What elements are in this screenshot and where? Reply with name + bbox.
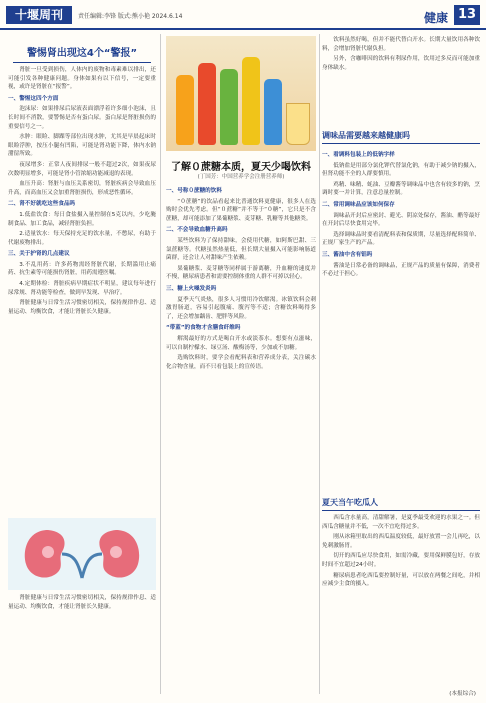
- paragraph: 夜尿增多：正常人夜间排尿一般不超过2次，如果夜尿次数明显增多，可能是肾小管浓缩功能减退的表现。: [8, 161, 156, 177]
- bottle-icon: [198, 63, 216, 145]
- paragraph: 饮料虽然好喝，但并不能代替白开水。长期大量饮用各种饮料，会增加肾脏代谢负担。: [322, 37, 480, 52]
- paragraph: 血压升高：肾脏与血压关系密切，肾脏疾病会导致血压升高，而高血压又会加重肾脏损伤，形成恶性循环。: [8, 181, 156, 196]
- paragraph: 肾脏健康与日常生活习惯密切相关，保持规律作息、适量运动、均衡饮食，才能让肾脏长久健康。: [8, 300, 156, 315]
- paragraph: 选购饮料时，要学会看配料表和营养成分表，关注碳水化合物含量，而不只看包装上的宣传语。: [166, 355, 316, 370]
- left-article-tail: [8, 594, 156, 694]
- summer-article-body: [322, 514, 480, 684]
- right-article-top: [322, 36, 480, 128]
- paragraph: 刚从冰箱里取出的西瓜温度较低，最好放置一会儿再吃，以免刺激肠胃。: [322, 534, 480, 549]
- paragraph: 泡沫尿：如果排尿后尿液表面漂浮着许多细小泡沫，且长时间不消散，要警惕是否有蛋白尿。蛋白尿是肾脏损伤的重要信号之一。: [8, 106, 156, 130]
- middle-article-title: 了解０蔗糖本质，夏天少喝饮料: [171, 162, 311, 173]
- paragraph: 3.不乱用药：许多药物需经肾脏代谢，长期滥用止痛药、抗生素等可能损伤肾脏，用药需遵医嘱。: [8, 261, 156, 277]
- bottle-icon: [242, 57, 260, 145]
- subheading: 一、号称０蔗糖的饮料: [166, 188, 222, 194]
- paragraph: 肾脏健康与日常生活习惯密切相关，保持规律作息、适量运动、均衡饮食，才能让肾脏长久健康。: [8, 595, 156, 610]
- paragraph: 调味品开封后应密封、避光、阴凉处保存，酱油、醋等最好在开封后尽快食用完毕。: [322, 212, 480, 228]
- bottle-icon: [264, 79, 282, 145]
- subheading: 一、警惕这四个方面: [8, 95, 59, 102]
- paragraph: 切开的西瓜应尽快食用，如需冷藏，要用保鲜膜包好，存放时间不宜超过24小时。: [322, 553, 480, 568]
- bottle-icon: [176, 75, 194, 145]
- paragraph: 肾脏一旦受到损伤，人体内的废物和毒素难以排出，还可能引发各种健康问题。身体如果有以下信号，一定要重视，或许是肾脏在“报警”。: [8, 67, 156, 91]
- paragraph: 解渴最好的方式是喝白开水或淡茶水。想要有点滋味，可以自制柠檬水、绿豆汤、酸梅汤等，少加或不加糖。: [166, 335, 316, 351]
- paragraph: 夏季天气炎热，很多人习惯用冷饮解渴。冰镇饮料会刺激胃肠道，容易引起腹痛、腹泻等不适；含糖饮料喝得多了，还会增加龋齿、肥胖等风险。: [166, 296, 316, 320]
- summer-article-title: 夏天当午吃瓜人: [322, 497, 480, 511]
- cup-icon: [286, 103, 310, 145]
- subheading: 三、酱油中含有铝吗: [322, 251, 373, 258]
- paragraph: 4.定期体检：肾脏疾病早期症状不明显，建议每年进行尿常规、肾功能等检查，做到早发现、早治疗。: [8, 281, 156, 296]
- subheading: 二、肾不好就吃这些食品吗: [8, 201, 76, 208]
- paragraph: 酱油是日常必备的调味品，正规产品的质量有保障，消费者不必过于担心。: [322, 262, 480, 278]
- column-divider: [160, 34, 161, 694]
- page-number: 13: [454, 5, 480, 25]
- left-article-title: 警惕肾出现这4个“警报”: [8, 44, 156, 63]
- paragraph: 2.适量饮水：每天保持充足的饮水量，不憋尿，有助于代谢废物排出。: [8, 231, 156, 246]
- masthead: 十堰周刊: [6, 6, 72, 24]
- source-note: (本报综合): [449, 691, 476, 697]
- credit-line: 责任编辑:李锋 版式:熊小艳 2024.6.14: [78, 13, 183, 20]
- subheading: 二、常用调味品应该如何保存: [322, 201, 395, 208]
- paragraph: 果葡糖浆、麦芽糖等同样属于游离糖，升血糖的速度并不慢，糖尿病患者和需要控制体重的人群不可掉以轻心。: [166, 265, 316, 281]
- column-divider: [319, 34, 320, 694]
- paragraph: 某些饮料为了保持甜味，会使用代糖，如阿斯巴甜、三氯蔗糖等。代糖虽然热量低，但长期大量摄入可能影响肠道菌群，还会让人对甜味产生依赖。: [166, 237, 316, 262]
- paragraph: 水肿：眼睑、脚踝等部位出现水肿，尤其是早晨起床时眼睑浮肿，按压小腿有凹陷，可能是肾功能下降，体内水钠潴留所致。: [8, 134, 156, 158]
- paragraph: 鸡精、味精、蚝油、豆瓣酱等调味品中也含有较多的钠，烹调时要一并计算，注意总量控制。: [322, 181, 480, 197]
- paragraph: 另外，含咖啡因的饮料有利尿作用，饮用过多反而可能加重身体缺水。: [322, 56, 480, 71]
- paragraph: 低钠盐是用部分氯化钾代替氯化钠，有助于减少钠的摄入，但肾功能不全的人群要慎用。: [322, 162, 480, 178]
- paragraph: 西瓜含水量高，清甜解暑，是夏季最受欢迎的水果之一。但西瓜含糖量并不低，一次不宜吃得过多。: [322, 515, 480, 530]
- right-article-body: [322, 148, 480, 493]
- subheading: “带蓝”的食物才含膳食纤维吗: [166, 325, 241, 332]
- bottle-icon: [220, 69, 238, 145]
- paragraph: 1.低盐饮食：每日食盐摄入量控制在5克以内，少吃腌制食品、加工食品，减轻肾脏负担。: [8, 211, 156, 227]
- left-article-body: [8, 66, 156, 516]
- subheading: 二、不会导致血糖升高吗: [166, 227, 228, 234]
- kidney-illustration: [8, 518, 156, 590]
- middle-article-body: [166, 184, 316, 694]
- subheading: 一、看调料包装上的低钠字样: [322, 152, 395, 158]
- drinks-photo: [166, 36, 316, 151]
- page-header: [0, 0, 486, 30]
- paragraph: 选择调味品时要看清配料表和保质期，尽量选择配料简单、正规厂家生产的产品。: [322, 231, 480, 247]
- section-name: 健康: [423, 11, 448, 25]
- right-article-title: 调味品需要越来越健康吗: [322, 130, 480, 144]
- paragraph: 糖尿病患者吃西瓜要控制好量，可以放在两餐之间吃，并相应减少主食的摄入。: [322, 572, 480, 588]
- paragraph: “０蔗糖”的饮品看起来比普通饮料更健康，很多人在选购时会优先考虑。但“０蔗糖”并不等于“０糖”，它只是不含蔗糖，却可能添加了果葡糖浆、麦芽糖、乳糖等其他糖类。: [166, 198, 316, 222]
- subheading: 三、糖上火嗓发炎吗: [166, 285, 217, 292]
- subheading: 三、关于护肾的几点建议: [8, 251, 70, 258]
- byline: (丁国芳：中国营养学会注册营养师): [197, 174, 285, 180]
